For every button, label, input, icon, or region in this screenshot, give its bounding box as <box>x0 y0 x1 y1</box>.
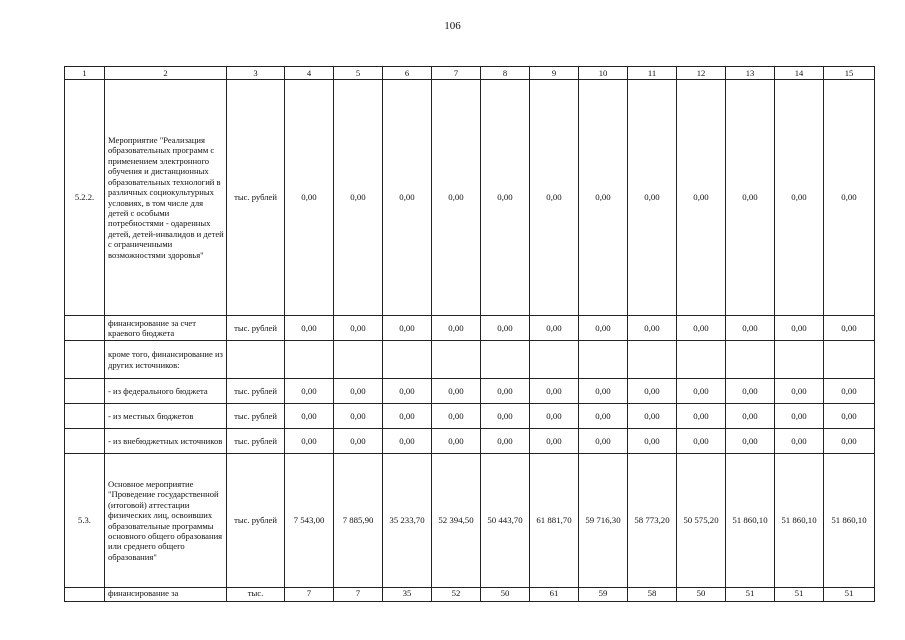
column-header: 12 <box>677 67 726 80</box>
column-header: 3 <box>227 67 285 80</box>
value-cell: 7 <box>285 588 334 602</box>
value-cell: 0,00 <box>726 316 775 341</box>
value-cell <box>579 341 628 379</box>
row-unit: тыс. рублей <box>227 429 285 454</box>
value-cell: 7 543,00 <box>285 454 334 588</box>
value-cell: 0,00 <box>285 80 334 316</box>
row-unit: тыс. рублей <box>227 454 285 588</box>
value-cell: 51 860,10 <box>824 454 875 588</box>
value-cell: 52 394,50 <box>432 454 481 588</box>
column-header: 13 <box>726 67 775 80</box>
row-description: - из местных бюджетов <box>105 404 227 429</box>
row-description: - из федерального бюджета <box>105 379 227 404</box>
value-cell: 0,00 <box>726 80 775 316</box>
value-cell <box>285 341 334 379</box>
value-cell: 0,00 <box>824 379 875 404</box>
value-cell: 0,00 <box>432 429 481 454</box>
row-unit: тыс. рублей <box>227 80 285 316</box>
value-cell: 0,00 <box>481 316 530 341</box>
value-cell: 51 <box>726 588 775 602</box>
value-cell: 0,00 <box>579 404 628 429</box>
value-cell <box>824 341 875 379</box>
value-cell: 0,00 <box>579 379 628 404</box>
value-cell <box>481 341 530 379</box>
row-number <box>65 404 105 429</box>
value-cell: 0,00 <box>824 316 875 341</box>
value-cell: 0,00 <box>824 429 875 454</box>
table-row <box>65 404 875 429</box>
value-cell: 7 <box>334 588 383 602</box>
value-cell: 0,00 <box>628 429 677 454</box>
table-row <box>65 80 875 316</box>
value-cell <box>432 341 481 379</box>
row-description: финансирование за счет краевого бюджета <box>105 316 227 341</box>
value-cell: 0,00 <box>334 429 383 454</box>
value-cell: 0,00 <box>775 316 824 341</box>
value-cell: 0,00 <box>383 316 432 341</box>
table-header-row <box>65 67 875 80</box>
value-cell: 0,00 <box>824 80 875 316</box>
value-cell: 0,00 <box>481 80 530 316</box>
value-cell: 0,00 <box>628 80 677 316</box>
value-cell: 0,00 <box>677 404 726 429</box>
value-cell: 0,00 <box>432 316 481 341</box>
value-cell: 0,00 <box>334 316 383 341</box>
value-cell: 0,00 <box>383 379 432 404</box>
value-cell: 52 <box>432 588 481 602</box>
value-cell: 35 233,70 <box>383 454 432 588</box>
row-number <box>65 379 105 404</box>
value-cell: 0,00 <box>677 316 726 341</box>
table-row <box>65 588 875 602</box>
value-cell: 0,00 <box>285 404 334 429</box>
row-description: - из внебюджетных источников <box>105 429 227 454</box>
value-cell: 0,00 <box>481 429 530 454</box>
row-unit: тыс. рублей <box>227 316 285 341</box>
value-cell: 0,00 <box>530 316 579 341</box>
value-cell: 51 <box>824 588 875 602</box>
column-header: 7 <box>432 67 481 80</box>
column-header: 14 <box>775 67 824 80</box>
value-cell: 0,00 <box>383 429 432 454</box>
value-cell: 59 <box>579 588 628 602</box>
value-cell: 0,00 <box>383 404 432 429</box>
column-header: 15 <box>824 67 875 80</box>
value-cell: 0,00 <box>579 429 628 454</box>
row-description: кроме того, финансирование из других источников: <box>105 341 227 379</box>
value-cell: 0,00 <box>530 379 579 404</box>
value-cell: 0,00 <box>432 80 481 316</box>
value-cell <box>530 341 579 379</box>
value-cell: 51 <box>775 588 824 602</box>
value-cell: 0,00 <box>432 404 481 429</box>
value-cell: 0,00 <box>775 404 824 429</box>
row-description: Основное мероприятие "Проведение государственной (итоговой) аттестации физических лиц, освоивших образовательные программы основного общего образования или среднего общего образования" <box>105 454 227 588</box>
column-header: 8 <box>481 67 530 80</box>
value-cell: 0,00 <box>628 404 677 429</box>
value-cell: 0,00 <box>334 404 383 429</box>
value-cell: 0,00 <box>775 379 824 404</box>
table-row <box>65 316 875 341</box>
row-number: 5.2.2. <box>65 80 105 316</box>
column-header: 1 <box>65 67 105 80</box>
value-cell: 51 860,10 <box>775 454 824 588</box>
value-cell: 0,00 <box>530 404 579 429</box>
value-cell: 0,00 <box>530 429 579 454</box>
budget-table <box>64 66 875 602</box>
column-header: 4 <box>285 67 334 80</box>
value-cell <box>775 341 824 379</box>
value-cell: 58 <box>628 588 677 602</box>
value-cell <box>628 341 677 379</box>
value-cell: 0,00 <box>628 379 677 404</box>
value-cell: 0,00 <box>383 80 432 316</box>
value-cell: 35 <box>383 588 432 602</box>
row-number <box>65 588 105 602</box>
column-header: 10 <box>579 67 628 80</box>
row-description: Мероприятие "Реализация образовательных программ с применением электронного обучения и дистанционных образовательных технологий в различных социокультурных условиях, в том числе для детей с особыми потребностями - одаренных детей, детей-инвалидов и детей с ограниченными возможностями здоровья" <box>105 80 227 316</box>
value-cell: 50 575,20 <box>677 454 726 588</box>
table-row <box>65 454 875 588</box>
value-cell: 0,00 <box>726 429 775 454</box>
value-cell: 0,00 <box>481 404 530 429</box>
table-row <box>65 429 875 454</box>
value-cell: 0,00 <box>481 379 530 404</box>
row-number <box>65 429 105 454</box>
value-cell: 0,00 <box>775 429 824 454</box>
row-number <box>65 341 105 379</box>
page-number: 106 <box>444 20 461 32</box>
value-cell: 0,00 <box>285 316 334 341</box>
value-cell: 51 860,10 <box>726 454 775 588</box>
value-cell: 61 <box>530 588 579 602</box>
value-cell: 50 <box>677 588 726 602</box>
value-cell: 0,00 <box>579 316 628 341</box>
value-cell: 0,00 <box>726 404 775 429</box>
row-number: 5.3. <box>65 454 105 588</box>
value-cell <box>334 341 383 379</box>
value-cell <box>726 341 775 379</box>
table-row <box>65 379 875 404</box>
value-cell: 0,00 <box>285 429 334 454</box>
column-header: 9 <box>530 67 579 80</box>
value-cell: 0,00 <box>530 80 579 316</box>
value-cell: 0,00 <box>677 80 726 316</box>
value-cell: 0,00 <box>677 429 726 454</box>
column-header: 11 <box>628 67 677 80</box>
value-cell: 0,00 <box>824 404 875 429</box>
value-cell: 0,00 <box>285 379 334 404</box>
value-cell: 7 885,90 <box>334 454 383 588</box>
row-number <box>65 316 105 341</box>
value-cell: 0,00 <box>334 80 383 316</box>
value-cell: 50 <box>481 588 530 602</box>
table-row <box>65 341 875 379</box>
row-description: финансирование за <box>105 588 227 602</box>
value-cell: 61 881,70 <box>530 454 579 588</box>
value-cell: 0,00 <box>775 80 824 316</box>
value-cell <box>677 341 726 379</box>
value-cell: 58 773,20 <box>628 454 677 588</box>
row-unit: тыс. рублей <box>227 404 285 429</box>
value-cell: 0,00 <box>579 80 628 316</box>
value-cell: 0,00 <box>726 379 775 404</box>
value-cell: 0,00 <box>334 379 383 404</box>
row-unit: тыс. рублей <box>227 379 285 404</box>
column-header: 2 <box>105 67 227 80</box>
column-header: 5 <box>334 67 383 80</box>
value-cell: 0,00 <box>677 379 726 404</box>
row-unit: тыс. <box>227 588 285 602</box>
value-cell: 0,00 <box>628 316 677 341</box>
value-cell: 59 716,30 <box>579 454 628 588</box>
row-unit <box>227 341 285 379</box>
value-cell: 0,00 <box>432 379 481 404</box>
value-cell: 50 443,70 <box>481 454 530 588</box>
column-header: 6 <box>383 67 432 80</box>
value-cell <box>383 341 432 379</box>
